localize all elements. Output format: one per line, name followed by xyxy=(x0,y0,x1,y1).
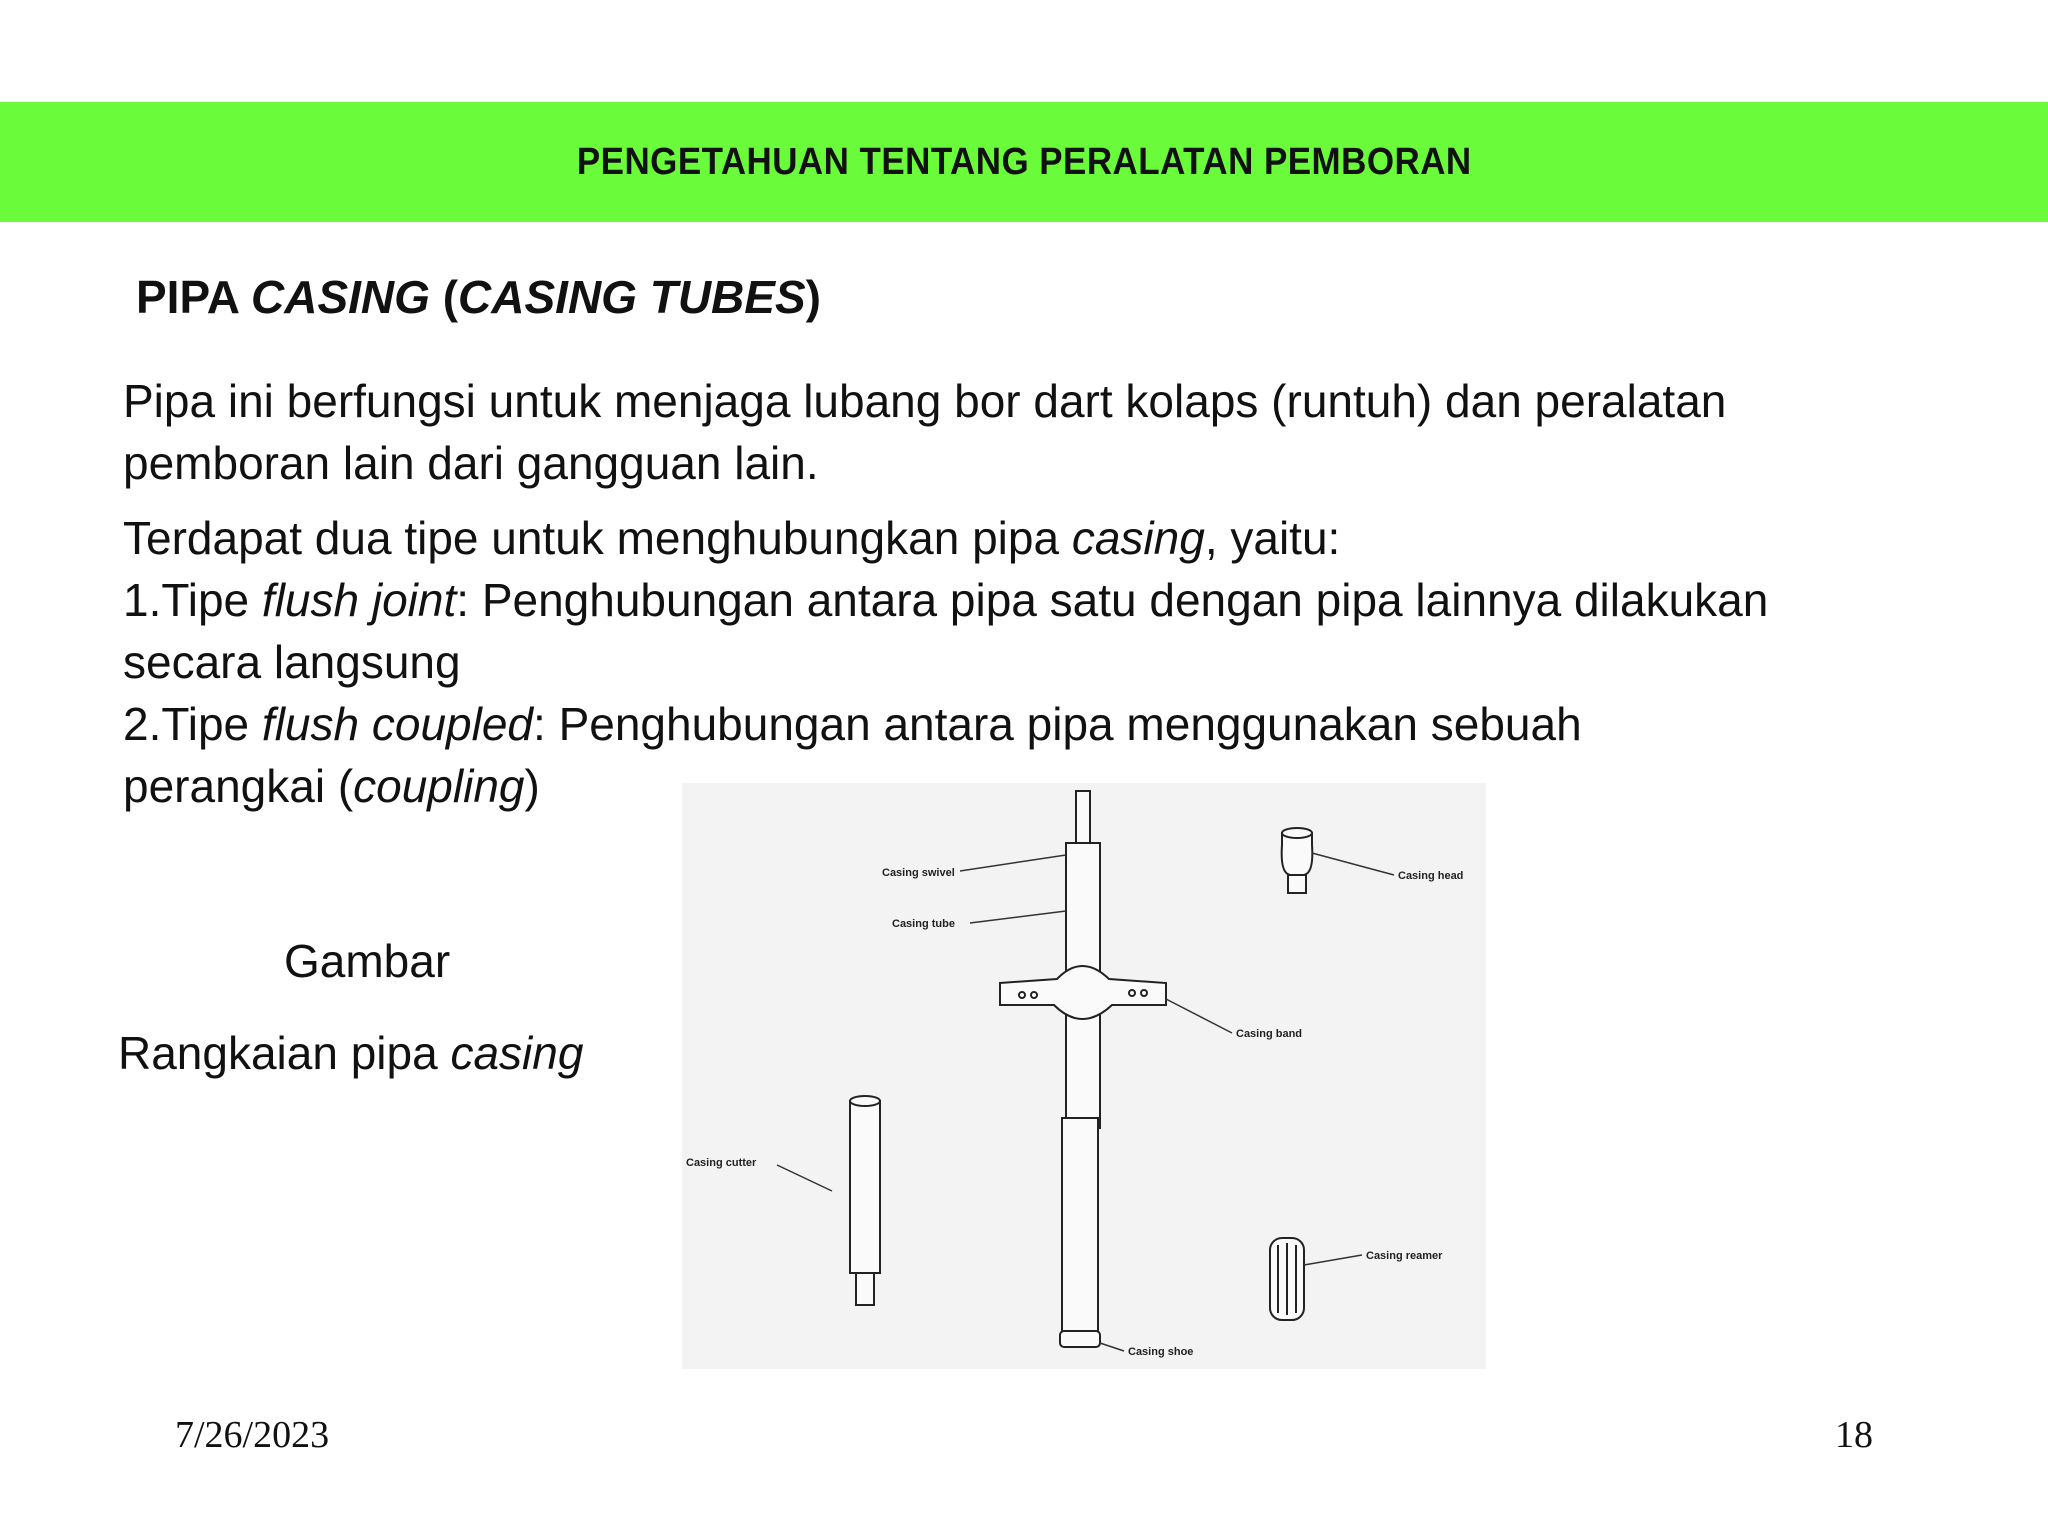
band-hole xyxy=(1141,990,1147,996)
paragraph-line: pemboran lain dari gangguan lain. xyxy=(123,437,819,489)
text-span: Rangkaian pipa xyxy=(118,1027,451,1079)
paragraph-types xyxy=(123,507,1768,817)
label-casing-reamer: Casing reamer xyxy=(1366,1250,1443,1262)
casing-head-top xyxy=(1282,828,1312,838)
text-span: 2.Tipe xyxy=(123,698,262,750)
text-span: : Penghubungan antara pipa satu dengan pipa lainnya dilakukan xyxy=(456,574,1769,626)
leader-line xyxy=(1100,1343,1124,1351)
casing-head-base xyxy=(1288,875,1306,893)
leader-line xyxy=(1304,1255,1362,1265)
casing-head-shape xyxy=(1282,833,1313,875)
casing-shoe-shape xyxy=(1060,1331,1100,1347)
casing-assembly-figure xyxy=(682,783,1486,1369)
paragraph-line: Pipa ini berfungsi untuk menjaga lubang bor dart kolaps (runtuh) dan peralatan xyxy=(123,375,1727,427)
label-casing-shoe: Casing shoe xyxy=(1128,1346,1194,1358)
italic-term: flush coupled xyxy=(261,698,534,750)
text-span: ) xyxy=(524,760,540,812)
italic-term: casing xyxy=(1071,512,1205,564)
figure-caption-title: Gambar xyxy=(284,935,451,987)
band-hole xyxy=(1019,992,1025,998)
text-span: 1.Tipe xyxy=(123,574,262,626)
casing-cutter-top xyxy=(850,1096,880,1106)
casing-cutter-tip xyxy=(856,1273,874,1305)
paragraph-function xyxy=(123,370,1726,494)
leader-line xyxy=(970,911,1066,923)
text-span: Terdapat dua tipe untuk menghubungkan pipa xyxy=(123,512,1072,564)
italic-term: coupling xyxy=(353,760,525,812)
leader-line xyxy=(1312,853,1394,875)
italic-term: flush joint xyxy=(261,574,457,626)
casing-cutter-body xyxy=(850,1101,880,1273)
banner-title: PENGETAHUAN TENTANG PERALATAN PEMBORAN xyxy=(576,140,1472,183)
text-span: : Penghubungan antara pipa menggunakan sebuah xyxy=(533,698,1582,750)
italic-term: casing xyxy=(450,1027,584,1079)
heading-italic: CASING xyxy=(251,271,430,323)
casing-diagram xyxy=(682,783,1486,1369)
leader-line xyxy=(960,855,1066,871)
page-number: 18 xyxy=(1835,1414,1873,1456)
label-casing-band: Casing band xyxy=(1236,1028,1303,1040)
text-span: , yaitu: xyxy=(1204,512,1341,564)
label-casing-head: Casing head xyxy=(1398,870,1464,882)
band-hole xyxy=(1031,992,1037,998)
casing-tube-lower xyxy=(1062,1118,1098,1338)
leader-line xyxy=(1166,999,1232,1033)
label-casing-tube: Casing tube xyxy=(892,918,955,930)
heading-italic: CASING TUBES xyxy=(458,271,806,323)
paragraph-line xyxy=(123,507,1768,569)
footer-date: 7/26/2023 xyxy=(175,1414,330,1456)
list-item-flush-joint xyxy=(123,569,1768,631)
leader-line xyxy=(777,1165,832,1191)
heading-text: ) xyxy=(805,271,821,323)
paragraph-line: secara langsung xyxy=(123,636,461,688)
list-item-flush-coupled xyxy=(123,693,1768,755)
swivel-stem xyxy=(1076,791,1090,846)
label-casing-swivel: Casing swivel xyxy=(882,867,955,879)
heading-text: PIPA xyxy=(136,271,252,323)
figure-caption-text xyxy=(118,1026,583,1080)
title-banner xyxy=(0,102,2048,222)
section-heading xyxy=(136,270,821,324)
text-span: perangkai ( xyxy=(123,760,354,812)
band-hole xyxy=(1129,990,1135,996)
label-casing-cutter: Casing cutter xyxy=(686,1157,757,1169)
heading-text: ( xyxy=(429,271,459,323)
